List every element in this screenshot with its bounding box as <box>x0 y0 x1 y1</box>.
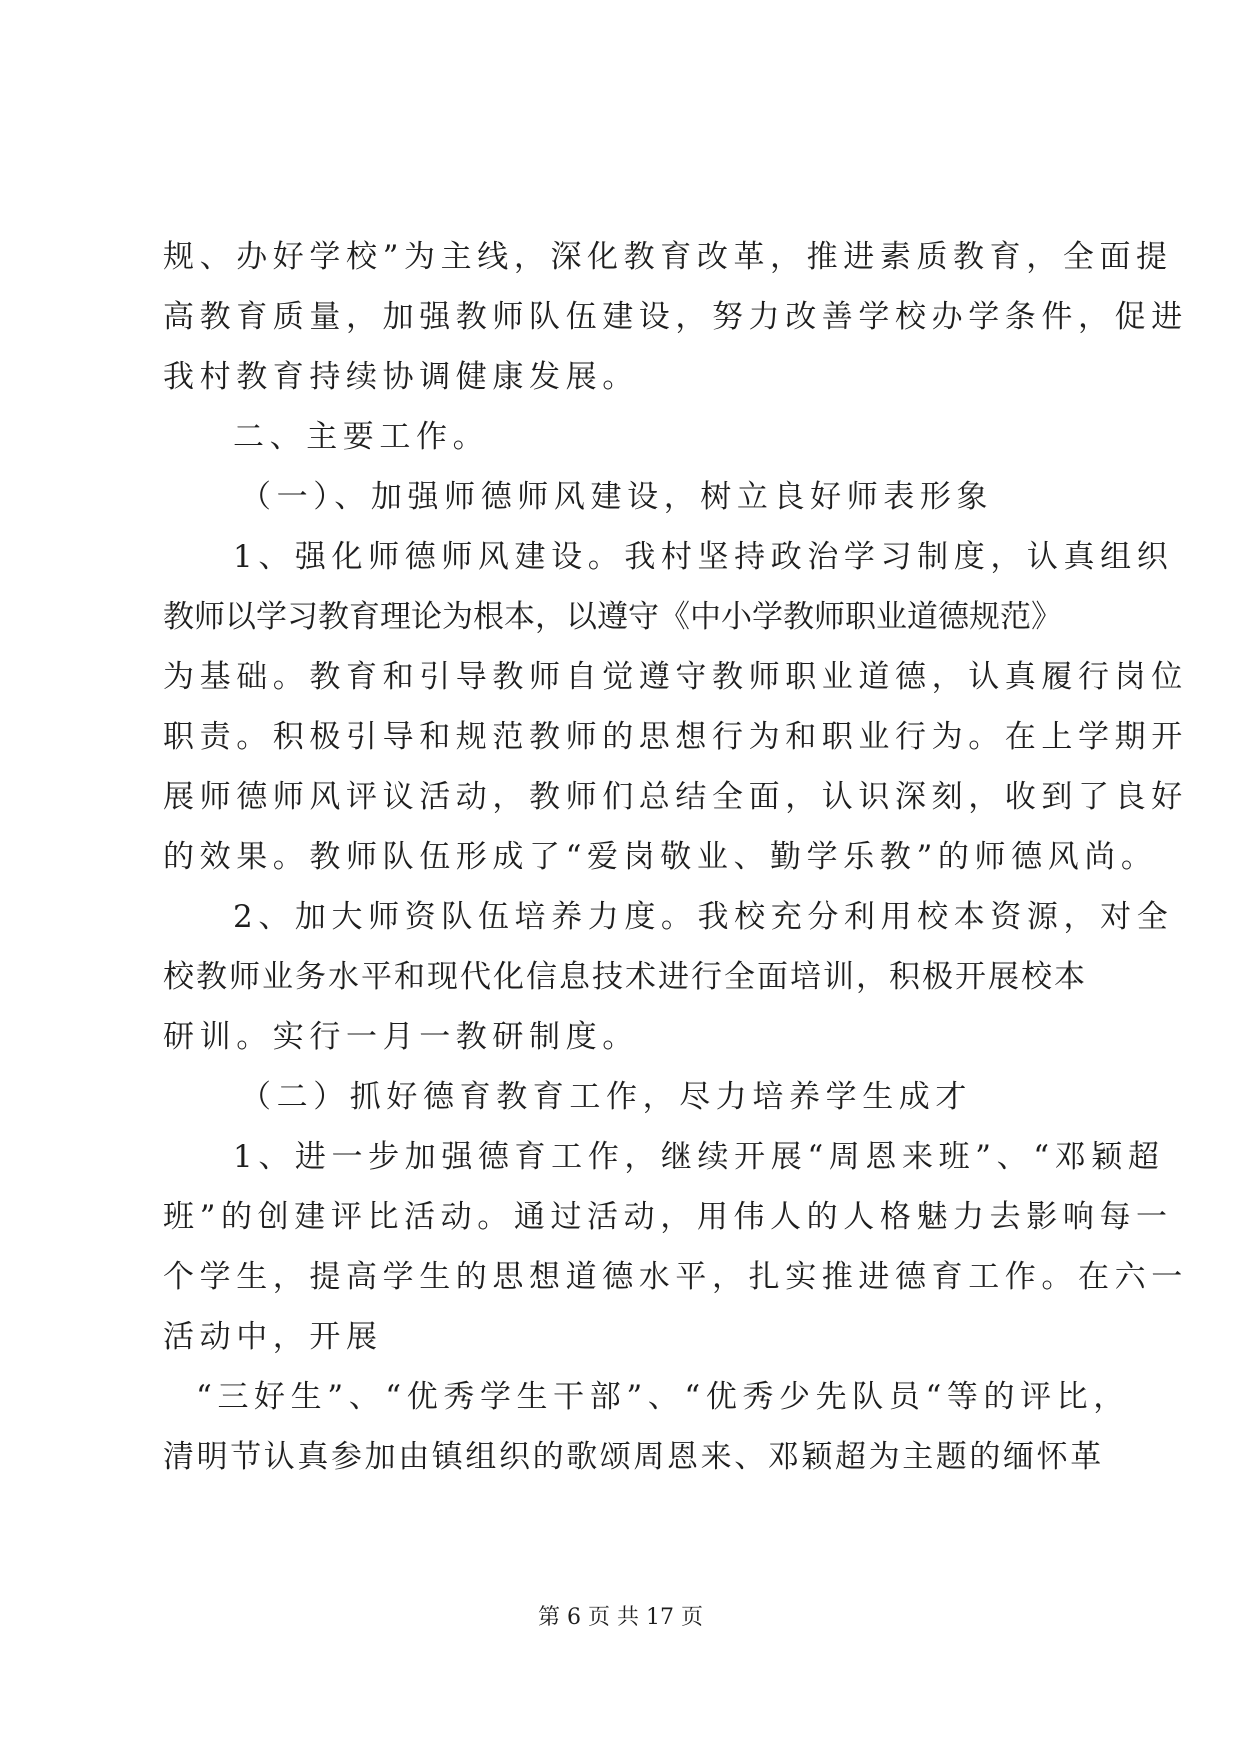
text-line: 个学生，提高学生的思想道德水平，扎实推进德育工作。在六一 <box>163 1259 1188 1295</box>
text-line: 为基础。教育和引导教师自觉遵守教师职业道德，认真履行岗位 <box>163 659 1188 695</box>
text-line: 2、加大师资队伍培养力度。我校充分利用校本资源，对全 <box>233 899 1174 935</box>
text-line: “三好生”、“优秀学生干部”、“优秀少先队员“等的评比， <box>196 1379 1130 1415</box>
text-line: 规、办好学校”为主线，深化教育改革，推进素质教育，全面提 <box>163 239 1173 275</box>
text-line: 校教师业务水平和现代化信息技术进行全面培训，积极开展校本 <box>163 959 1087 995</box>
section-heading: 二、主要工作。 <box>233 419 490 455</box>
text-line: 职责。积极引导和规范教师的思想行为和职业行为。在上学期开 <box>163 719 1188 755</box>
page-number: 第 6 页 共 17 页 <box>538 1605 703 1630</box>
text-line: 高教育质量，加强教师队伍建设，努力改善学校办学条件，促进 <box>163 299 1188 335</box>
text-line: 1、进一步加强德育工作，继续开展“周恩来班”、“邓颖超 <box>233 1139 1165 1175</box>
subsection-heading: （二）抓好德育教育工作，尽力培养学生成才 <box>240 1079 972 1115</box>
text-line: 教师以学习教育理论为根本，以遵守《中小学教师职业道德规范》 <box>163 599 1062 635</box>
text-line: 1、强化师德师风建设。我村坚持政治学习制度，认真组织 <box>233 539 1174 575</box>
text-line: 活动中，开展 <box>163 1319 383 1355</box>
subsection-heading: （一）、加强师德师风建设，树立良好师表形象 <box>240 479 994 515</box>
text-line: 的效果。教师队伍形成了“爱岗敬业、勤学乐教”的师德风尚。 <box>163 839 1158 875</box>
text-line: 研训。实行一月一教研制度。 <box>163 1019 639 1055</box>
text-line: 清明节认真参加由镇组织的歌颂周恩来、邓颖超为主题的缅怀革 <box>163 1439 1104 1475</box>
text-line: 班”的创建评比活动。通过活动，用伟人的人格魅力去影响每一 <box>163 1199 1173 1235</box>
text-line: 我村教育持续协调健康发展。 <box>163 359 639 395</box>
text-line: 展师德师风评议活动，教师们总结全面，认识深刻，收到了良好 <box>163 779 1188 815</box>
